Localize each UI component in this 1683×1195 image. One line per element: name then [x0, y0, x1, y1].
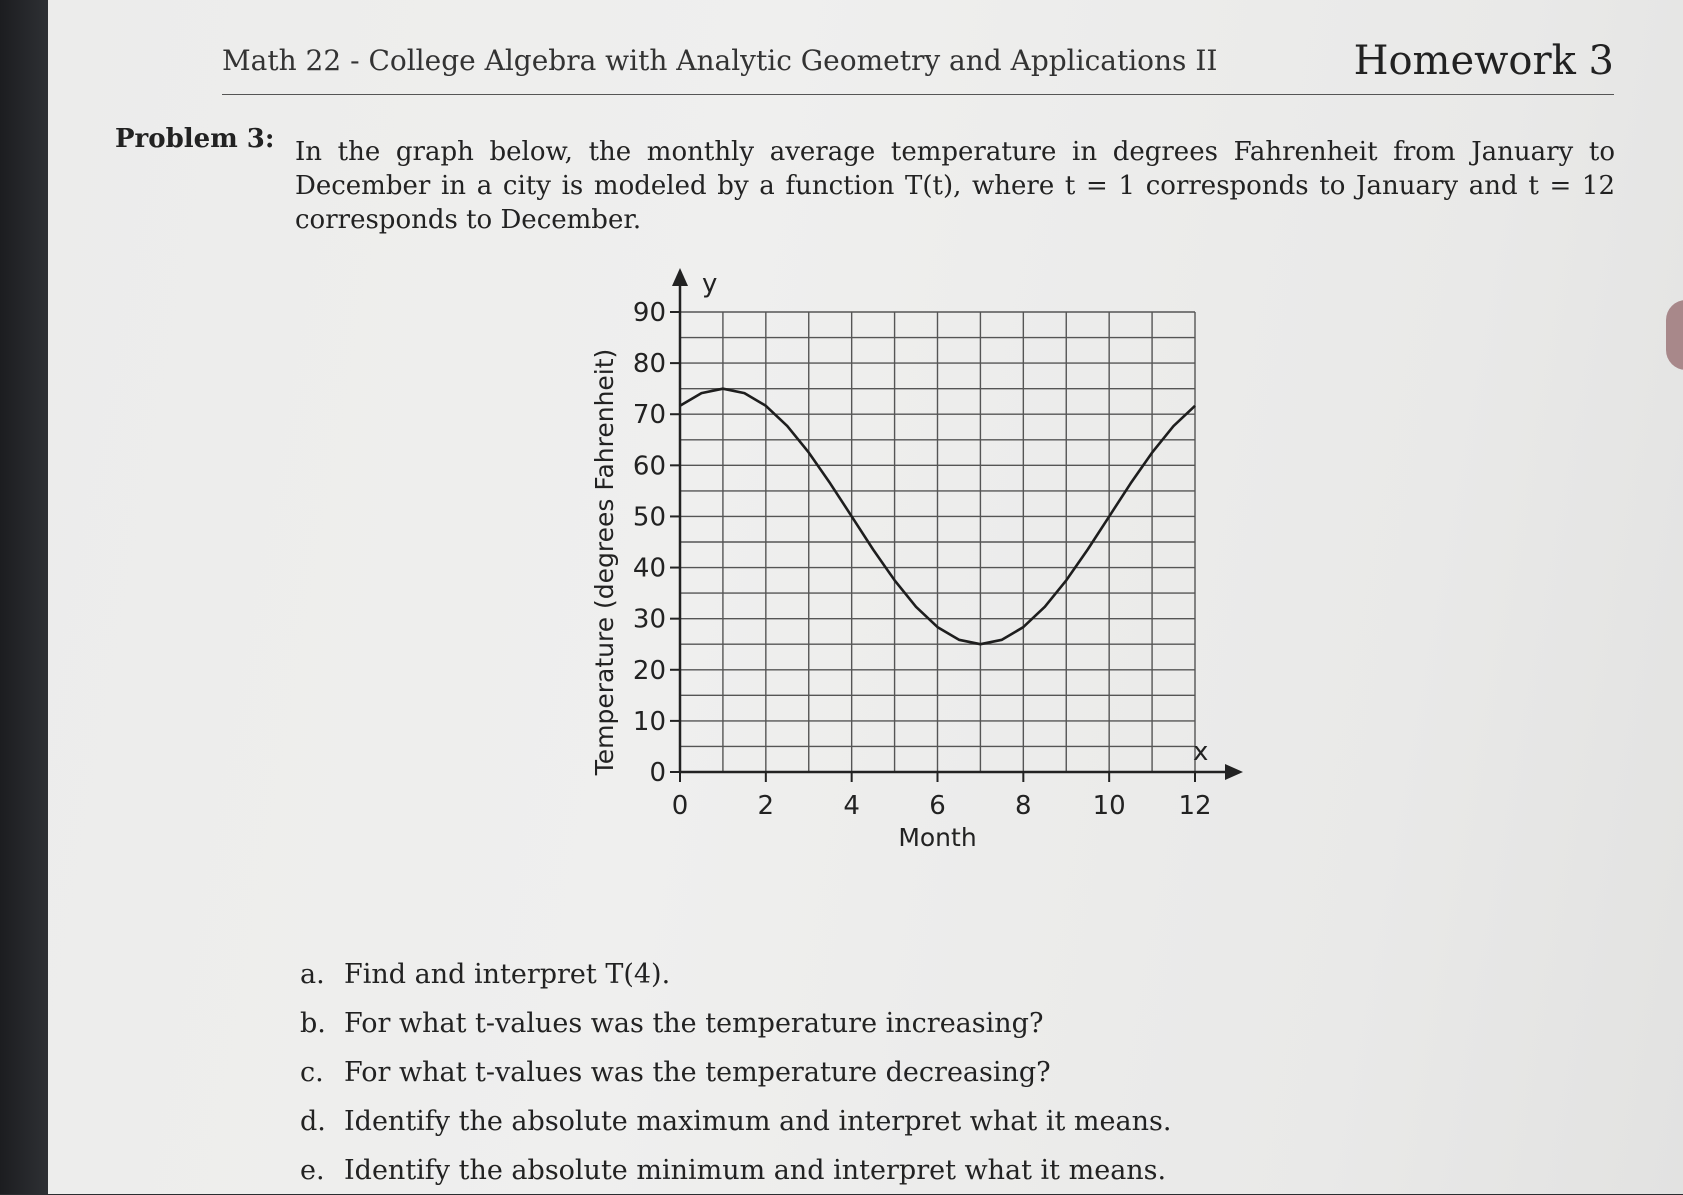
- question-label: d.: [300, 1106, 326, 1137]
- y-tick-label: 50: [632, 502, 666, 533]
- question-item: [300, 1048, 1400, 1097]
- y-tick-label: 90: [632, 298, 666, 328]
- question-label: b.: [300, 1008, 326, 1039]
- question-item: [300, 1146, 1400, 1195]
- y-tick-label: 60: [632, 451, 666, 482]
- x-tick-label: 0: [671, 791, 689, 821]
- y-axis-arrow: [672, 268, 688, 286]
- x-axis-letter: x: [1193, 737, 1209, 767]
- x-tick-label: 4: [843, 791, 860, 821]
- x-tick-label: 2: [757, 791, 775, 821]
- y-axis-title: Temperature (degrees Fahrenheit): [590, 348, 619, 776]
- y-tick-label: 0: [649, 758, 666, 788]
- question-label: c.: [300, 1057, 324, 1088]
- question-text: For what t-values was the temperature decreasing?: [344, 1057, 1051, 1088]
- y-tick-label: 30: [632, 604, 666, 635]
- y-tick-label: 80: [632, 349, 666, 380]
- question-item: [300, 1097, 1400, 1146]
- x-axis-title: Month: [898, 823, 977, 852]
- course-title: Math 22 - College Algebra with Analytic Geometry and Applications II: [222, 44, 1218, 77]
- x-tick-label: 10: [1092, 791, 1126, 821]
- question-text: Find and interpret T(4).: [344, 959, 671, 990]
- question-list: [300, 950, 1400, 1195]
- y-tick-label: 20: [632, 655, 666, 686]
- y-axis-letter: y: [702, 269, 718, 299]
- question-text: Identify the absolute maximum and interpret what it means.: [344, 1106, 1172, 1137]
- problem-statement: In the graph below, the monthly average temperature in degrees Fahrenheit from January to December in a city is modeled by a function T(t), where t = 1 corresponds to January and t = 12 corresponds to December.: [295, 137, 1615, 235]
- question-text: Identify the absolute minimum and interpret what it means.: [344, 1155, 1167, 1186]
- y-tick-label: 40: [632, 553, 666, 584]
- y-tick-label: 70: [632, 400, 666, 431]
- question-label: e.: [300, 1155, 325, 1186]
- question-item: [300, 950, 1400, 999]
- y-tick-label: 10: [632, 706, 666, 737]
- question-label: a.: [300, 959, 325, 990]
- problem-label: Problem 3:: [115, 124, 275, 154]
- x-axis-arrow: [1225, 764, 1243, 780]
- x-tick-label: 12: [1178, 791, 1212, 821]
- x-tick-label: 8: [1015, 791, 1032, 821]
- x-tick-label: 6: [929, 791, 946, 821]
- question-item: [300, 999, 1400, 1048]
- question-text: For what t-values was the temperature increasing?: [344, 1008, 1044, 1039]
- homework-title: Homework 3: [1353, 38, 1614, 84]
